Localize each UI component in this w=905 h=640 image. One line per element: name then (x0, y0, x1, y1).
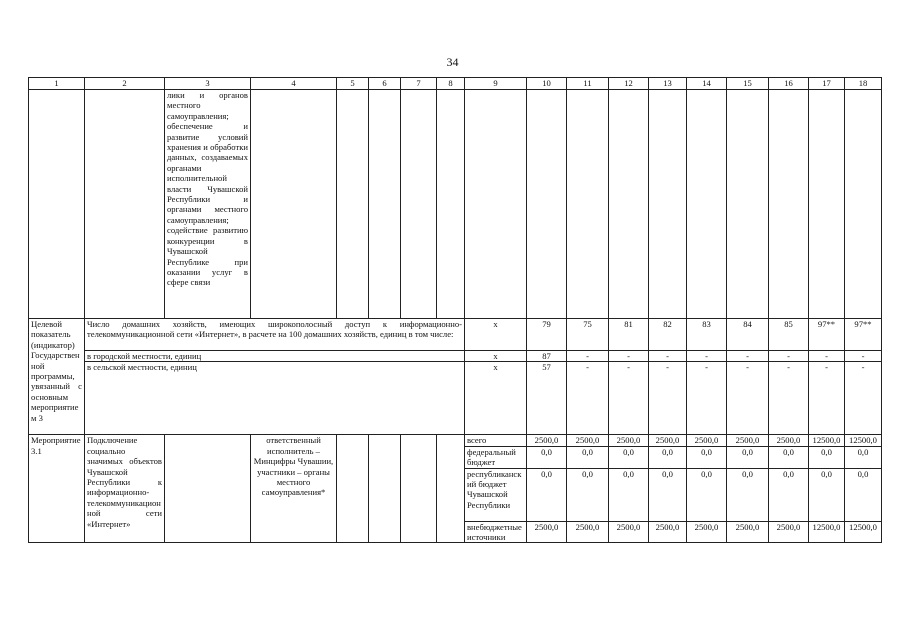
funding-cell: 2500,0 (769, 521, 809, 543)
header-cell: 4 (251, 78, 337, 90)
funding-cell: 12500,0 (845, 521, 882, 543)
header-row (29, 78, 882, 90)
funding-source: внебюджетные источники (465, 521, 527, 543)
target-description: в городской местности, единиц (85, 351, 465, 362)
funding-cell: 2500,0 (649, 435, 687, 446)
funding-cell: 2500,0 (527, 521, 567, 543)
target-cell: - (609, 351, 649, 362)
target-cell: 83 (687, 319, 727, 351)
target-cell: 84 (727, 319, 769, 351)
funding-source: республиканский бюджет Чувашской Республики (465, 468, 527, 521)
header-cell: 16 (769, 78, 809, 90)
funding-cell: 2500,0 (527, 435, 567, 446)
header-cell: 12 (609, 78, 649, 90)
target-cell: - (845, 351, 882, 362)
funding-cell: 2500,0 (769, 435, 809, 446)
funding-cell: 2500,0 (727, 521, 769, 543)
measure-label: Мероприятие 3.1 (29, 435, 85, 543)
header-cell: 1 (29, 78, 85, 90)
target-cell: 79 (527, 319, 567, 351)
header-cell: 7 (401, 78, 437, 90)
funding-cell: 0,0 (649, 446, 687, 468)
header-cell: 9 (465, 78, 527, 90)
funding-cell: 0,0 (567, 468, 609, 521)
funding-cell: 2500,0 (609, 521, 649, 543)
target-cell: - (809, 362, 845, 435)
target-cell: 97** (845, 319, 882, 351)
funding-cell: 0,0 (609, 468, 649, 521)
target-cell: х (465, 362, 527, 435)
target-cell: 97** (809, 319, 845, 351)
header-cell: 3 (165, 78, 251, 90)
funding-cell: 2500,0 (687, 521, 727, 543)
funding-source: федеральный бюджет (465, 446, 527, 468)
target-row (29, 362, 882, 435)
target-cell: 81 (609, 319, 649, 351)
continuation-row (29, 90, 882, 319)
target-cell: - (769, 351, 809, 362)
measure-description-continued: лики и органов местного самоуправления; обеспечение и развитие условий хранения и обработки данных, создаваемых органами исполнительной власти Чувашской Республики и органами местного самоуправления; содействие развитию конкуренции в Чувашской Республике при оказании услуг в сфере связи (165, 90, 251, 319)
target-cell: 87 (527, 351, 567, 362)
funding-cell: 0,0 (527, 468, 567, 521)
program-table (28, 77, 882, 543)
target-description: Число домашних хозяйств, имеющих широкополосный доступ к информационно-телекоммуникационной сети «Интернет», в расчете на 100 домашних хозяйств, единиц в том числе: (85, 319, 465, 351)
target-label: Целевой показатель (индикатор) Государственной программы, увязанный с основным мероприятием 3 (29, 319, 85, 435)
funding-cell: 12500,0 (845, 435, 882, 446)
funding-cell: 0,0 (809, 446, 845, 468)
funding-source: всего (465, 435, 527, 446)
funding-cell: 0,0 (609, 446, 649, 468)
measure-name: Подключение социально значимых объектов Чувашской Республики к информационно-телекоммуникационной сети «Интернет» (85, 435, 165, 543)
funding-cell: 2500,0 (649, 521, 687, 543)
target-cell: - (845, 362, 882, 435)
target-cell: - (609, 362, 649, 435)
funding-cell: 2500,0 (687, 435, 727, 446)
target-cell: 85 (769, 319, 809, 351)
target-row (29, 319, 882, 351)
target-description: в сельской местности, единиц (85, 362, 465, 435)
target-cell: 82 (649, 319, 687, 351)
target-cell: - (649, 362, 687, 435)
header-cell: 15 (727, 78, 769, 90)
page-number: 34 (446, 55, 459, 69)
funding-cell: 2500,0 (609, 435, 649, 446)
target-cell: х (465, 319, 527, 351)
measure-row (29, 435, 882, 446)
target-cell: - (809, 351, 845, 362)
funding-cell: 0,0 (845, 468, 882, 521)
header-cell: 10 (527, 78, 567, 90)
target-cell: - (567, 362, 609, 435)
target-cell: х (465, 351, 527, 362)
target-cell: - (727, 351, 769, 362)
target-cell: - (769, 362, 809, 435)
funding-cell: 0,0 (727, 468, 769, 521)
funding-cell: 2500,0 (567, 435, 609, 446)
funding-cell: 0,0 (769, 446, 809, 468)
funding-cell: 0,0 (809, 468, 845, 521)
funding-cell: 0,0 (769, 468, 809, 521)
funding-cell: 0,0 (845, 446, 882, 468)
target-cell: - (567, 351, 609, 362)
funding-cell: 2500,0 (567, 521, 609, 543)
funding-cell: 0,0 (727, 446, 769, 468)
funding-cell: 0,0 (567, 446, 609, 468)
funding-cell: 12500,0 (809, 435, 845, 446)
header-cell: 6 (369, 78, 401, 90)
funding-cell: 0,0 (687, 446, 727, 468)
funding-cell: 0,0 (687, 468, 727, 521)
measure-responsible: ответственный исполнитель – Минцифры Чувашии, участники – органы местного самоуправления* (251, 435, 337, 543)
header-cell: 5 (337, 78, 369, 90)
header-cell: 14 (687, 78, 727, 90)
target-cell: - (687, 351, 727, 362)
header-cell: 13 (649, 78, 687, 90)
funding-cell: 2500,0 (727, 435, 769, 446)
target-cell: - (727, 362, 769, 435)
funding-cell: 12500,0 (809, 521, 845, 543)
target-cell: 57 (527, 362, 567, 435)
target-row (29, 351, 882, 362)
header-cell: 2 (85, 78, 165, 90)
header-cell: 8 (437, 78, 465, 90)
header-cell: 17 (809, 78, 845, 90)
target-cell: - (687, 362, 727, 435)
target-cell: 75 (567, 319, 609, 351)
funding-cell: 0,0 (527, 446, 567, 468)
header-cell: 18 (845, 78, 882, 90)
header-cell: 11 (567, 78, 609, 90)
funding-cell: 0,0 (649, 468, 687, 521)
target-cell: - (649, 351, 687, 362)
